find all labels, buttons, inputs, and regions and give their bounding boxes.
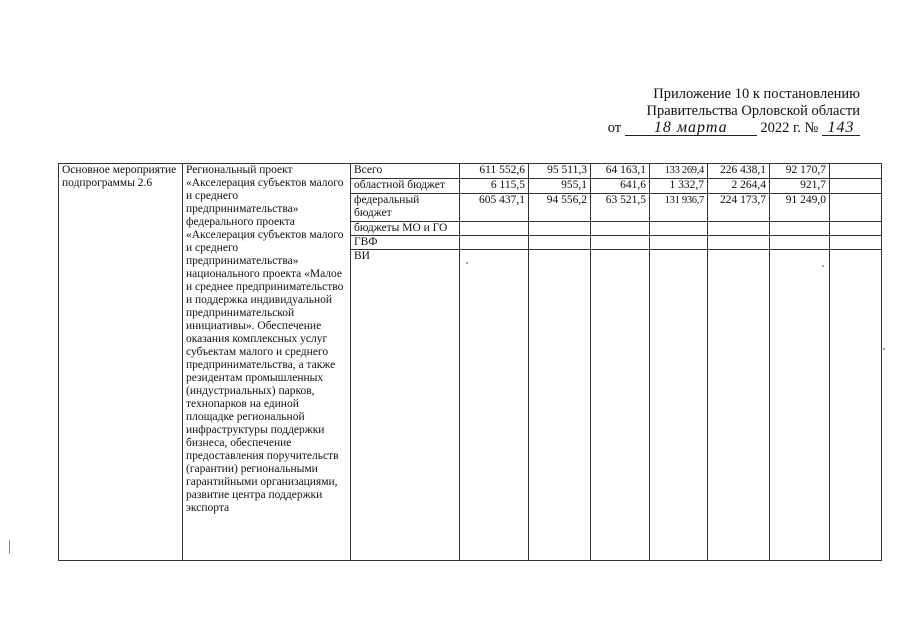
value-cell [770, 250, 830, 561]
value-cell [460, 236, 529, 250]
funding-source-cell: бюджеты МО и ГО [351, 222, 460, 236]
value-cell [830, 250, 882, 561]
value-cell [830, 236, 882, 250]
value-cell [650, 222, 708, 236]
document-header [560, 86, 860, 137]
value-cell [830, 179, 882, 194]
funding-source-cell: Всего [351, 164, 460, 179]
value-cell: 95 511,3 [529, 164, 591, 179]
value-cell [830, 164, 882, 179]
scan-artifact [883, 348, 885, 350]
value-cell [591, 250, 650, 561]
value-cell: 6 115,5 [460, 179, 529, 194]
value-cell [529, 236, 591, 250]
value-cell [650, 250, 708, 561]
issuing-authority: Правительства Орловской области [646, 103, 860, 119]
value-cell: 2 264,4 [708, 179, 770, 194]
handwritten-date: 18 марта [625, 120, 757, 136]
handwritten-number: 143 [822, 120, 860, 136]
value-cell [708, 236, 770, 250]
funding-table [58, 163, 882, 561]
value-cell: 226 438,1 [708, 164, 770, 179]
value-cell [460, 250, 529, 561]
funding-source-cell: ГВФ [351, 236, 460, 250]
funding-source-cell: федеральный бюджет [351, 194, 460, 222]
scan-artifact [822, 265, 824, 267]
value-cell [830, 222, 882, 236]
value-cell: 1 332,7 [650, 179, 708, 194]
value-cell: 133 269,4 [650, 164, 708, 179]
value-cell [830, 194, 882, 222]
appendix-title: Приложение 10 к постановлению [653, 86, 860, 102]
value-cell: 641,6 [591, 179, 650, 194]
value-cell: 91 249,0 [770, 194, 830, 222]
year-and-number-label: 2022 г. № [760, 120, 819, 136]
decree-reference [560, 120, 860, 137]
scan-artifact [9, 540, 10, 554]
value-cell [591, 222, 650, 236]
value-cell: 94 556,2 [529, 194, 591, 222]
value-cell: 611 552,6 [460, 164, 529, 179]
value-cell [770, 236, 830, 250]
project-description-cell: Региональный проект «Акселерация субъектов малого и среднего предпринимательства» федерального проекта «Акселерация субъектов малого и среднего предпринимательства» национального проекта «Малое и среднее предпринимательство и поддержка индивидуальной предпринимательской инициативы». Обеспечение оказания комплексных услуг субъектам малого и среднего предпринимательства, а также резидентам промышленных (индустриальных) парков, технопарков на единой площадке региональной инфраструктуры поддержки бизнеса, обеспечение предоставления поручительств (гарантии) региональными гарантийными организациями, развитие центра поддержки экспорта [183, 164, 351, 561]
value-cell: 64 163,1 [591, 164, 650, 179]
value-cell [650, 236, 708, 250]
activity-name-cell: Основное мероприятие подпрограммы 2.6 [59, 164, 183, 561]
value-cell [770, 222, 830, 236]
value-cell [591, 236, 650, 250]
value-cell: 921,7 [770, 179, 830, 194]
value-cell: 63 521,5 [591, 194, 650, 222]
date-prefix: от [607, 120, 622, 136]
value-cell: 131 936,7 [650, 194, 708, 222]
scan-artifact [466, 262, 468, 264]
value-cell [708, 250, 770, 561]
value-cell: 92 170,7 [770, 164, 830, 179]
value-cell: 605 437,1 [460, 194, 529, 222]
value-cell: 955,1 [529, 179, 591, 194]
value-cell [529, 222, 591, 236]
table-row [59, 164, 882, 179]
value-cell: 224 173,7 [708, 194, 770, 222]
funding-source-cell: областной бюджет [351, 179, 460, 194]
value-cell [708, 222, 770, 236]
value-cell [529, 250, 591, 561]
funding-source-cell: ВИ [351, 250, 460, 561]
value-cell [460, 222, 529, 236]
